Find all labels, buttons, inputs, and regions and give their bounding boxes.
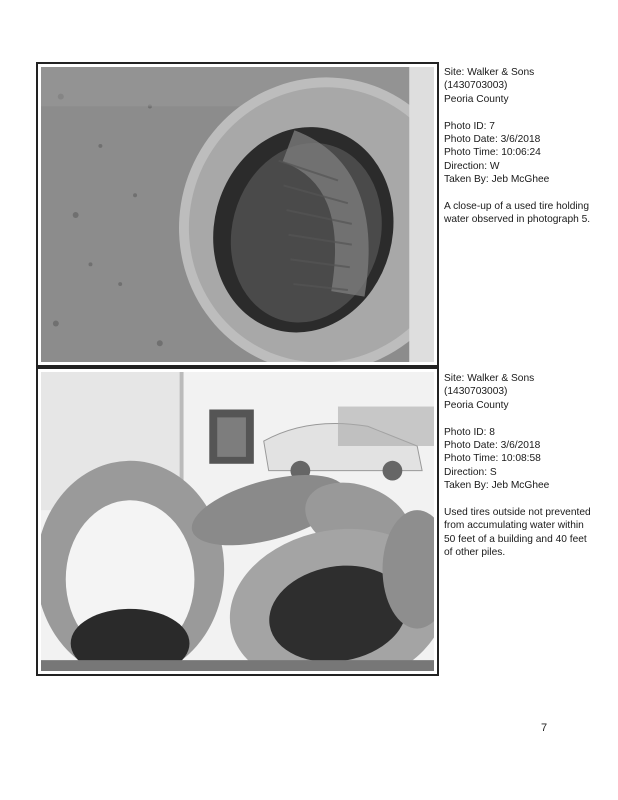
photo-tire-pile [41,372,434,671]
photo-date: Photo Date: 3/6/2018 [444,440,541,452]
photo-id: Photo ID: 8 [444,426,495,438]
site-name: Site: Walker & Sons [444,67,535,78]
page-number: 7 [541,722,548,734]
photo-time: Photo Time: 10:06:24 [444,147,541,159]
photo-description: A close-up of a used tire holding water observed in photograph 5. [444,201,591,226]
photo-id: Photo ID: 7 [444,120,495,132]
taken-by: Taken By: Jeb McGhee [444,480,550,492]
direction: Direction: S [444,466,497,478]
site-id: (1430703003) [444,80,508,92]
site-id: (1430703003) [444,386,508,398]
photo-date: Photo Date: 3/6/2018 [444,134,541,146]
direction: Direction: W [444,160,500,172]
county: Peoria County [444,399,509,411]
site-name: Site: Walker & Sons [444,373,535,384]
county: Peoria County [444,93,509,105]
photo-time: Photo Time: 10:08:58 [444,453,541,465]
photo-description: Used tires outside not prevented from accumulating water within 50 feet of a building and 40 feet of other piles. [444,507,591,559]
photo-caption-7 [444,66,594,227]
photo-frame-8 [36,367,439,676]
photo-frame-7 [36,62,439,367]
photo-tire-closeup [41,67,434,362]
taken-by: Taken By: Jeb McGhee [444,174,550,186]
photo-caption-8 [444,372,594,560]
